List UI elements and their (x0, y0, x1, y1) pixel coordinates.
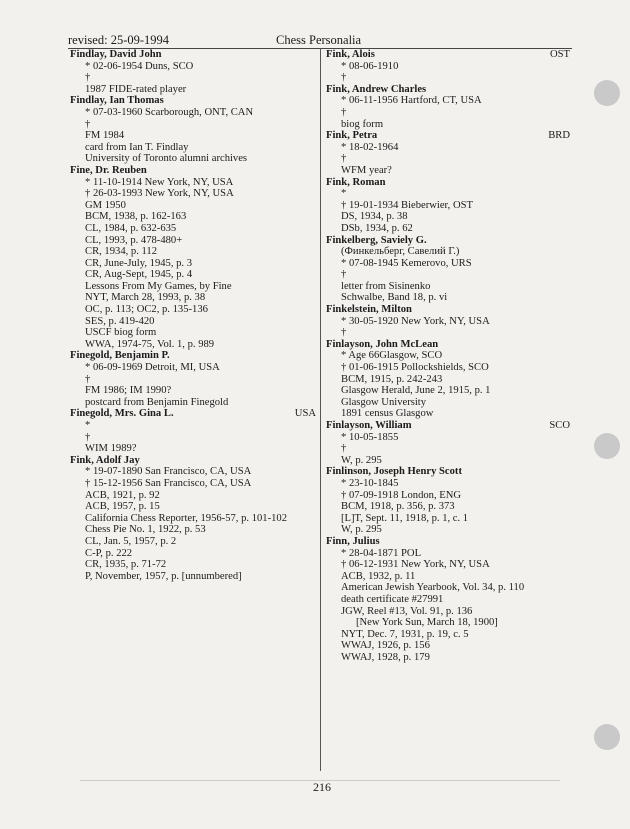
entry-detail (70, 316, 320, 328)
entry-name-text: Fink, Alois (326, 49, 375, 60)
entry-detail-text: Glasgow University (341, 396, 427, 408)
entry-detail (70, 327, 320, 339)
entry-detail-text: BCM, 1918, p. 356, p. 373 (341, 501, 455, 513)
entry-detail-text: * 23-10-1845 (341, 477, 399, 489)
entry-detail-text: CR, 1934, p. 112 (85, 246, 158, 258)
entry-detail (70, 84, 320, 96)
entry-detail-text: biog form (341, 118, 384, 130)
entry-detail (70, 107, 320, 119)
entry-detail-text: USCF biog form (85, 327, 157, 339)
entry-name (326, 536, 572, 548)
entry-detail-text: ACB, 1921, p. 92 (85, 489, 160, 501)
entry-detail-text: † (341, 72, 347, 84)
entry-detail-text: * 07-08-1945 Kemerovo, URS (341, 257, 472, 269)
entry-detail (70, 246, 320, 258)
entry-detail-text: NYT, March 28, 1993, p. 38 (85, 292, 206, 304)
entry-detail-text: NYT, Dec. 7, 1931, p. 19, c. 5 (341, 628, 469, 640)
entry-detail (326, 501, 572, 513)
entry-detail (326, 362, 572, 374)
entry-name (70, 350, 320, 362)
entry-name-text: Finlayson, John McLean (326, 338, 439, 350)
entry-detail-text: FM 1984 (85, 130, 125, 142)
entry-detail (326, 652, 572, 664)
entry-detail-text: P, November, 1957, p. [unnumbered] (85, 570, 242, 582)
federation-code: OST (549, 49, 570, 60)
entry-detail (326, 95, 572, 107)
entry-detail (326, 582, 572, 594)
entry-detail-text: * (85, 420, 91, 431)
entry-detail-text: Chess Pie No. 1, 1922, p. 53 (85, 524, 206, 536)
entry-detail-text: card from Ian T. Findlay (85, 141, 189, 153)
entry-detail (326, 316, 572, 328)
entry-detail-text: * 11-10-1914 New York, NY, USA (85, 176, 234, 188)
entry-detail (70, 501, 320, 513)
entry-detail (70, 536, 320, 548)
entry-detail-text: † (85, 373, 91, 385)
entry-detail (326, 223, 572, 235)
entry-detail-text: BCM, 1938, p. 162-163 (85, 211, 187, 223)
entry-detail (70, 130, 320, 142)
entry-detail (70, 432, 320, 444)
entry-detail-text: † 06-12-1931 New York, NY, USA (341, 559, 490, 571)
entry-detail-text: WWAJ, 1926, p. 156 (341, 640, 430, 652)
entry-detail-text: † 19-01-1934 Bieberwier, OST (341, 199, 473, 211)
entry-name-text: Findlay, David John (70, 49, 162, 60)
entry-detail (326, 292, 572, 304)
entry-name (70, 408, 320, 420)
entry-detail-text: Glasgow Herald, June 2, 1915, p. 1 (341, 385, 491, 397)
entry-detail-text: * (341, 188, 347, 200)
right-column (326, 49, 572, 663)
entry-name (326, 49, 572, 61)
entry-detail (326, 629, 572, 641)
entry-name (326, 420, 572, 432)
entry-detail-text: W, p. 295 (341, 524, 382, 536)
punch-hole (594, 724, 620, 750)
entry-detail-text: ACB, 1957, p. 15 (85, 501, 160, 513)
entry-detail-text: * 06-09-1969 Detroit, MI, USA (85, 362, 220, 374)
entry-detail (326, 72, 572, 84)
entry-detail-text: (Финкельберг, Савелий Г.) (341, 246, 460, 258)
entry-detail (70, 420, 320, 432)
entry-detail (326, 246, 572, 258)
entry-name-text: Fink, Roman (326, 176, 386, 188)
entry-detail (70, 362, 320, 374)
entry-name-text: Fink, Adolf Jay (70, 454, 140, 466)
entry-name-text: Finkelberg, Saviely G. (326, 234, 427, 246)
entry-detail (70, 304, 320, 316)
entry-detail-text: CR, 1935, p. 71-72 (85, 559, 167, 571)
entry-detail (326, 594, 572, 606)
entry-detail-text: ACB, 1932, p. 11 (341, 570, 416, 582)
entry-detail-text: † (85, 431, 91, 443)
entry-detail (326, 119, 572, 131)
entry-detail (326, 640, 572, 652)
entry-name-text: Fink, Petra (326, 130, 378, 142)
entry-detail (70, 524, 320, 536)
entry-name (326, 84, 572, 96)
entry-detail (70, 490, 320, 502)
entry-detail-text: JGW, Reel #13, Vol. 91, p. 136 (341, 605, 473, 617)
entry-detail-text: OC, p. 113; OC2, p. 135-136 (85, 304, 208, 316)
entry-detail-text: [New York Sun, March 18, 1900] (356, 617, 498, 629)
entry-detail (70, 61, 320, 73)
page-header (68, 33, 573, 49)
entry-name-text: Finkelstein, Milton (326, 304, 412, 316)
entry-detail-text: letter from Sisinenko (341, 280, 431, 292)
entry-detail (326, 258, 572, 270)
entry-name (326, 235, 572, 247)
entry-detail-text: * 06-11-1956 Hartford, CT, USA (341, 95, 482, 107)
entry-detail (70, 374, 320, 386)
entry-detail-text: 1987 FIDE-rated player (85, 83, 187, 95)
entry-detail-text: WWA, 1974-75, Vol. 1, p. 989 (85, 338, 215, 350)
entry-detail-text: postcard from Benjamin Finegold (85, 396, 229, 408)
entry-detail (70, 223, 320, 235)
entry-detail-text: † 07-09-1918 London, ENG (341, 489, 462, 501)
entry-detail (70, 200, 320, 212)
entry-detail (326, 200, 572, 212)
entry-detail (326, 408, 572, 420)
entry-name-text: Finlinson, Joseph Henry Scott (326, 466, 462, 478)
entry-name-text: Fine, Dr. Reuben (70, 164, 147, 176)
entry-detail-text: death certificate #27991 (341, 593, 444, 605)
entry-detail (326, 513, 572, 525)
entry-name (70, 95, 320, 107)
punch-hole (594, 433, 620, 459)
federation-code: SCO (549, 420, 570, 431)
entry-detail-text: CR, Aug-Sept, 1945, p. 4 (85, 269, 193, 281)
entry-name (70, 165, 320, 177)
entry-detail-text: FM 1986; IM 1990? (85, 385, 172, 397)
entry-detail (326, 61, 572, 73)
entry-detail-text: † (341, 327, 347, 339)
entry-detail (70, 548, 320, 560)
entry-detail-text: DS, 1934, p. 38 (341, 211, 408, 223)
entry-detail (70, 466, 320, 478)
page-number: 216 (313, 780, 331, 794)
entry-detail (70, 339, 320, 351)
entry-detail (326, 397, 572, 409)
entry-name-text: Finegold, Benjamin P. (70, 350, 170, 362)
entry-detail (70, 258, 320, 270)
entry-detail (70, 292, 320, 304)
entry-detail-text: 1891 census Glasgow (341, 408, 434, 420)
federation-code: BRD (548, 130, 570, 142)
entry-name (326, 304, 572, 316)
entry-name-text: Fink, Andrew Charles (326, 83, 427, 95)
entry-detail-text: † 15-12-1956 San Francisco, CA, USA (85, 477, 252, 489)
entry-detail (326, 153, 572, 165)
entry-detail-text: * 07-03-1960 Scarborough, ONT, CAN (85, 106, 254, 118)
entry-detail (70, 269, 320, 281)
entry-detail (326, 350, 572, 362)
entry-detail (326, 571, 572, 583)
entry-detail (70, 235, 320, 247)
entry-detail-text: DSb, 1934, p. 62 (341, 222, 413, 234)
entry-detail-text: * 10-05-1855 (341, 431, 399, 443)
entry-detail-text: † 01-06-1915 Pollockshields, SCO (341, 362, 489, 374)
entry-detail-text: CL, Jan. 5, 1957, p. 2 (85, 535, 177, 547)
entry-detail (70, 142, 320, 154)
column-divider (320, 48, 321, 771)
entry-detail (70, 281, 320, 293)
entry-detail-text: * 28-04-1871 POL (341, 547, 422, 559)
entry-detail (70, 513, 320, 525)
entry-name (70, 455, 320, 467)
entry-name (326, 177, 572, 189)
entry-detail (326, 617, 572, 629)
entry-detail-text: CL, 1984, p. 632-635 (85, 222, 177, 234)
entry-detail-text: * 18-02-1964 (341, 141, 399, 153)
entry-detail (326, 455, 572, 467)
entry-detail-text: Lessons From My Games, by Fine (85, 280, 232, 292)
entry-detail (326, 443, 572, 455)
entry-detail-text: * 30-05-1920 New York, NY, USA (341, 315, 490, 327)
revision-date: revised: 25-09-1994 (68, 33, 170, 47)
entry-detail (326, 385, 572, 397)
entry-name (326, 339, 572, 351)
entry-detail-text: † (341, 443, 347, 455)
entry-detail (70, 177, 320, 189)
entry-detail (326, 142, 572, 154)
entry-name (326, 466, 572, 478)
entry-detail (70, 119, 320, 131)
entry-detail (326, 478, 572, 490)
left-column (70, 49, 320, 582)
entry-detail (326, 281, 572, 293)
entry-detail (326, 211, 572, 223)
entry-detail (70, 397, 320, 409)
entry-detail-text: CL, 1993, p. 478-480+ (85, 234, 183, 246)
entry-detail (70, 443, 320, 455)
entry-detail (326, 432, 572, 444)
entry-name-text: Finlayson, William (326, 420, 412, 431)
entry-detail (326, 548, 572, 560)
entry-detail-text: † (85, 72, 91, 84)
entry-detail (326, 269, 572, 281)
entry-detail (326, 606, 572, 618)
entry-detail-text: * 02-06-1954 Duns, SCO (85, 60, 194, 72)
entry-name (326, 130, 572, 142)
entry-detail-text: † (85, 118, 91, 130)
entry-detail (70, 478, 320, 490)
entry-detail (326, 524, 572, 536)
entry-detail-text: W, p. 295 (341, 454, 382, 466)
entry-detail (70, 559, 320, 571)
punch-hole (594, 80, 620, 106)
entry-name-text: Findlay, Ian Thomas (70, 95, 164, 107)
entry-detail (70, 571, 320, 583)
entry-detail-text: * 19-07-1890 San Francisco, CA, USA (85, 466, 252, 478)
entry-detail-text: † (341, 269, 347, 281)
entry-detail (70, 188, 320, 200)
entry-detail-text: † (341, 106, 347, 118)
entry-detail-text: * 08-06-1910 (341, 60, 399, 72)
entry-detail-text: SES, p. 419-420 (85, 315, 155, 327)
entry-detail-text: WWAJ, 1928, p. 179 (341, 651, 430, 663)
entry-detail (326, 374, 572, 386)
entry-detail-text: GM 1950 (85, 199, 126, 211)
entry-name-text: Finegold, Mrs. Gina L. (70, 408, 174, 420)
entry-name (70, 49, 320, 61)
entry-detail (326, 107, 572, 119)
federation-code: USA (294, 408, 316, 420)
entry-detail (70, 385, 320, 397)
entry-detail-text: C-P, p. 222 (85, 547, 133, 559)
entry-detail (70, 211, 320, 223)
entry-detail (326, 188, 572, 200)
entry-name-text: Finn, Julius (326, 535, 380, 547)
entry-detail-text: * Age 66Glasgow, SCO (341, 350, 443, 362)
page-title: Chess Personalia (276, 33, 362, 47)
entry-detail-text: BCM, 1915, p. 242-243 (341, 373, 443, 385)
entry-detail-text: † 26-03-1993 New York, NY, USA (85, 188, 234, 200)
entry-detail (326, 327, 572, 339)
entry-detail-text: Schwalbe, Band 18, p. vi (341, 292, 448, 304)
entry-detail (326, 559, 572, 571)
entry-detail-text: WFM year? (341, 164, 392, 176)
entry-detail-text: † (341, 153, 347, 165)
entry-detail-text: California Chess Reporter, 1956-57, p. 101-102 (85, 512, 288, 524)
entry-detail (70, 153, 320, 165)
entry-detail (326, 165, 572, 177)
entry-detail-text: WIM 1989? (85, 443, 137, 455)
entry-detail-text: CR, June-July, 1945, p. 3 (85, 257, 193, 269)
entry-detail-text: University of Toronto alumni archives (85, 153, 248, 165)
entry-detail (326, 490, 572, 502)
entry-detail-text: [L]T, Sept. 11, 1918, p. 1, c. 1 (341, 512, 469, 524)
entry-detail (70, 72, 320, 84)
entry-detail-text: American Jewish Yearbook, Vol. 34, p. 110 (341, 582, 525, 594)
